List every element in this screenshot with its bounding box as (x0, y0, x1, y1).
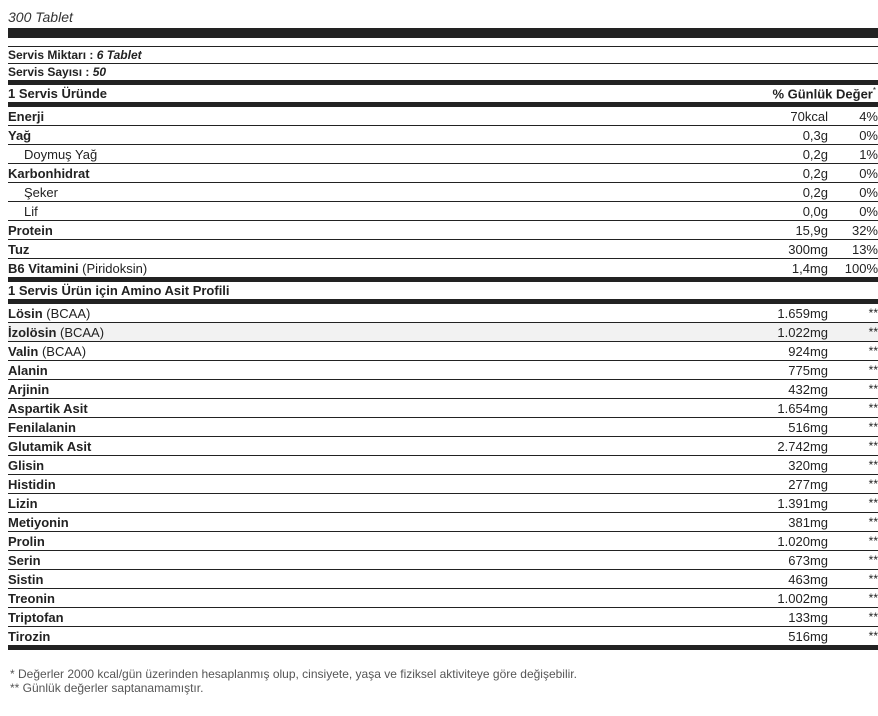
nutrient-name (8, 223, 708, 238)
amino-acid-row (8, 323, 878, 342)
amino-acid-row (8, 475, 878, 494)
serving-count-value: 50 (92, 65, 107, 79)
amino-acid-daily-value: ** (868, 610, 878, 624)
amino-acid-row (8, 304, 878, 323)
amino-acid-name (8, 344, 708, 359)
amino-acid-row (8, 551, 878, 570)
amino-acid-amount: 1.002mg (777, 590, 828, 606)
nutrient-label: Karbonhidrat (8, 165, 90, 181)
serving-count-label: Servis Sayısı : (8, 65, 93, 79)
amino-acid-label: Triptofan (8, 609, 64, 625)
amino-acid-label: Tirozin (8, 628, 51, 644)
divider-thick (8, 28, 878, 38)
nutrient-amount: 0,2g (802, 146, 828, 162)
daily-value-heading: % Günlük Değer (772, 86, 873, 102)
amino-acid-daily-value: ** (868, 553, 878, 567)
amino-acid-row (8, 627, 878, 645)
nutrient-daily-value: 32% (851, 222, 878, 238)
amino-acid-label: Sistin (8, 571, 44, 587)
amino-acid-row (8, 494, 878, 513)
amino-acid-daily-value: ** (868, 382, 878, 396)
amino-acid-name (8, 325, 708, 340)
serving-size-value: 6 Tablet (96, 48, 142, 62)
amino-acid-daily-value: ** (868, 534, 878, 548)
amino-acid-table (8, 304, 878, 645)
amino-acid-daily-value: ** (868, 515, 878, 529)
amino-acid-daily-value: ** (868, 496, 878, 510)
amino-acid-row (8, 570, 878, 589)
amino-acid-amount: 277mg (788, 476, 828, 492)
nutrient-amount: 0,0g (802, 203, 828, 219)
amino-acid-row (8, 532, 878, 551)
amino-acid-label: Serin (8, 552, 41, 568)
amino-acid-amount: 516mg (788, 628, 828, 644)
nutrient-amount: 0,3g (802, 127, 828, 143)
amino-acid-row (8, 456, 878, 475)
amino-acid-label: Glisin (8, 457, 45, 473)
nutrient-row (8, 259, 878, 277)
amino-acid-label: Lizin (8, 495, 38, 511)
nutrition-table (8, 107, 878, 277)
package-size-title: 300 Tablet (8, 9, 73, 25)
nutrient-amount: 0,2g (802, 165, 828, 181)
nutrient-daily-value: 0% (859, 165, 878, 181)
amino-acid-name (8, 363, 708, 378)
nutrient-name (8, 185, 708, 200)
nutrient-name (8, 109, 708, 124)
amino-acid-label: Lösin (8, 305, 43, 321)
nutrient-name (8, 204, 708, 219)
nutrient-row (8, 164, 878, 183)
daily-value-asterisk: * (872, 85, 876, 95)
divider-medium (8, 645, 878, 650)
amino-acid-daily-value: ** (868, 325, 878, 339)
amino-acid-label: Metiyonin (8, 514, 69, 530)
amino-acid-row (8, 513, 878, 532)
amino-acid-daily-value: ** (868, 401, 878, 415)
nutrient-row (8, 202, 878, 221)
amino-acid-name (8, 477, 708, 492)
amino-acid-amount: 1.391mg (777, 495, 828, 511)
amino-acid-label: Fenilalanin (8, 419, 76, 435)
footnote-not-established: ** Günlük değerler saptanamamıştır. (10, 681, 204, 695)
amino-acid-row (8, 437, 878, 456)
amino-acid-amount: 2.742mg (777, 438, 828, 454)
serving-count (8, 64, 878, 80)
amino-acid-row (8, 418, 878, 437)
amino-acid-name (8, 591, 708, 606)
amino-acid-amount: 133mg (788, 609, 828, 625)
nutrient-note: (Piridoksin) (78, 260, 148, 276)
amino-acid-row (8, 589, 878, 608)
amino-acid-amount: 381mg (788, 514, 828, 530)
nutrient-label: Protein (8, 222, 53, 238)
amino-acid-label: İzolösin (8, 324, 57, 340)
nutrient-name (8, 242, 708, 257)
amino-acid-note: (BCAA) (56, 324, 105, 340)
nutrient-amount: 15,9g (795, 222, 828, 238)
amino-acid-name (8, 420, 708, 435)
nutrition-facts-panel (8, 0, 878, 650)
nutrient-daily-value: 1% (859, 146, 878, 162)
amino-acid-name (8, 401, 708, 416)
amino-acid-name (8, 572, 708, 587)
nutrient-name (8, 147, 708, 162)
amino-acid-label: Aspartik Asit (8, 400, 88, 416)
amino-acid-name (8, 629, 708, 644)
nutrient-amount: 0,2g (802, 184, 828, 200)
nutrition-header-right (772, 86, 878, 101)
amino-acid-amount: 516mg (788, 419, 828, 435)
amino-acid-row (8, 361, 878, 380)
amino-acid-label: Valin (8, 343, 39, 359)
footnotes (10, 667, 577, 695)
nutrient-label: Lif (24, 203, 38, 219)
amino-acid-name (8, 458, 708, 473)
serving-size (8, 47, 878, 63)
amino-acid-amount: 432mg (788, 381, 828, 397)
amino-acid-row (8, 380, 878, 399)
amino-acid-row (8, 399, 878, 418)
amino-acid-label: Arjinin (8, 381, 50, 397)
nutrient-label: Tuz (8, 241, 30, 257)
nutrient-label: Şeker (24, 184, 58, 200)
nutrient-daily-value: 0% (859, 203, 878, 219)
amino-acid-name (8, 306, 708, 321)
nutrient-daily-value: 4% (859, 108, 878, 124)
amino-header-title: 1 Servis Ürün için Amino Asit Profili (8, 283, 230, 298)
amino-acid-daily-value: ** (868, 420, 878, 434)
nutrient-label: Enerji (8, 108, 45, 124)
footnote-daily-value: * Değerler 2000 kcal/gün üzerinden hesaplanmış olup, cinsiyete, yaşa ve fiziksel aktiviteye göre değişebilir. (10, 667, 577, 681)
nutrient-label: Doymuş Yağ (24, 146, 98, 162)
amino-acid-name (8, 439, 708, 454)
nutrition-header (8, 85, 878, 102)
amino-acid-name (8, 610, 708, 625)
amino-acid-row (8, 608, 878, 627)
nutrient-amount: 1,4mg (791, 260, 828, 276)
amino-acid-daily-value: ** (868, 344, 878, 358)
nutrient-row (8, 183, 878, 202)
amino-acid-amount: 775mg (788, 362, 828, 378)
amino-acid-name (8, 515, 708, 530)
nutrient-daily-value: 13% (851, 241, 878, 257)
amino-acid-daily-value: ** (868, 363, 878, 377)
nutrient-label: Yağ (8, 127, 32, 143)
amino-acid-amount: 924mg (788, 343, 828, 359)
amino-acid-amount: 1.022mg (777, 324, 828, 340)
amino-acid-amount: 1.020mg (777, 533, 828, 549)
amino-header (8, 282, 878, 299)
amino-acid-daily-value: ** (868, 477, 878, 491)
amino-acid-label: Histidin (8, 476, 56, 492)
amino-acid-daily-value: ** (868, 306, 878, 320)
amino-acid-label: Prolin (8, 533, 45, 549)
amino-acid-label: Alanin (8, 362, 48, 378)
amino-acid-daily-value: ** (868, 458, 878, 472)
amino-acid-daily-value: ** (868, 572, 878, 586)
nutrient-row (8, 126, 878, 145)
amino-acid-label: Treonin (8, 590, 55, 606)
spacer (8, 38, 878, 46)
amino-acid-name (8, 496, 708, 511)
nutrient-row (8, 221, 878, 240)
amino-acid-daily-value: ** (868, 591, 878, 605)
amino-acid-daily-value: ** (868, 439, 878, 453)
nutrient-row (8, 107, 878, 126)
nutrient-daily-value: 0% (859, 127, 878, 143)
nutrient-name (8, 261, 708, 276)
amino-acid-amount: 673mg (788, 552, 828, 568)
nutrient-daily-value: 0% (859, 184, 878, 200)
nutrient-name (8, 166, 708, 181)
nutrition-header-left: 1 Servis Üründe (8, 86, 107, 101)
amino-acid-amount: 1.659mg (777, 305, 828, 321)
amino-acid-amount: 320mg (788, 457, 828, 473)
nutrient-label: B6 Vitamini (8, 260, 79, 276)
amino-acid-row (8, 342, 878, 361)
nutrient-amount: 300mg (788, 241, 828, 257)
amino-acid-note: (BCAA) (42, 305, 91, 321)
nutrient-row (8, 145, 878, 164)
nutrient-row (8, 240, 878, 259)
amino-acid-label: Glutamik Asit (8, 438, 92, 454)
serving-size-label: Servis Miktarı : (8, 48, 97, 62)
amino-acid-amount: 1.654mg (777, 400, 828, 416)
nutrient-amount: 70kcal (790, 108, 828, 124)
nutrient-name (8, 128, 708, 143)
amino-acid-name (8, 534, 708, 549)
amino-acid-amount: 463mg (788, 571, 828, 587)
amino-acid-note: (BCAA) (38, 343, 87, 359)
amino-acid-name (8, 382, 708, 397)
nutrient-daily-value: 100% (844, 260, 878, 276)
amino-acid-daily-value: ** (868, 629, 878, 643)
amino-acid-name (8, 553, 708, 568)
